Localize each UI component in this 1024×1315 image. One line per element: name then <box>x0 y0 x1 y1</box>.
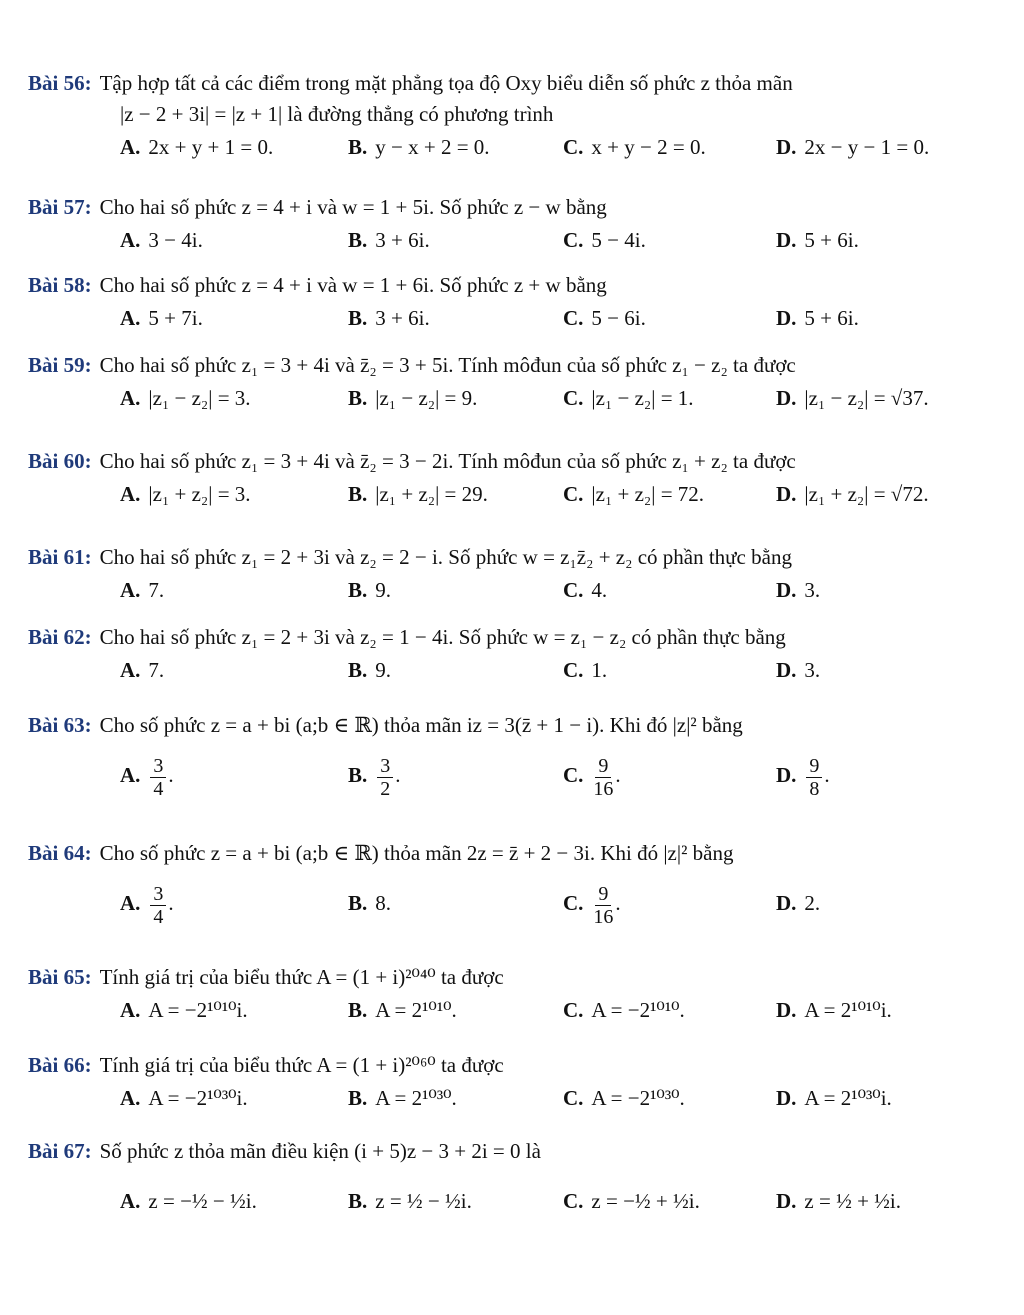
problem-stem: Cho hai số phức z₁ = 2 + 3i và z₂ = 2 − i. Số phức w = z₁z̄₂ + z₂ có phần thực bằng <box>99 545 792 569</box>
option-a: A. 7. <box>120 658 165 682</box>
option-d: D. 3. <box>776 578 821 602</box>
option-d: D. 5 + 6i. <box>776 306 859 330</box>
problem-label: Bài 64: <box>28 841 92 865</box>
problem-stem-continued: |z − 2 + 3i| = |z + 1| là đường thẳng có phương trình <box>120 102 554 126</box>
problem-stem: Cho hai số phức z₁ = 3 + 4i và z̄₂ = 3 + 5i. Tính môđun của số phức z₁ − z₂ ta được <box>99 353 796 377</box>
problem-stem: Cho hai số phức z₁ = 3 + 4i và z̄₂ = 3 − 2i. Tính môđun của số phức z₁ + z₂ ta được <box>99 449 796 473</box>
option-d: D. 2. <box>776 891 821 915</box>
problem-label: Bài 66: <box>28 1053 92 1077</box>
option-a: A. 2x + y + 1 = 0. <box>120 135 274 159</box>
problem-stem: Cho hai số phức z₁ = 2 + 3i và z₂ = 1 − 4i. Số phức w = z₁ − z₂ có phần thực bằng <box>99 625 786 649</box>
problem-label: Bài 58: <box>28 273 92 297</box>
problem-67 <box>28 1136 988 1229</box>
problem-label: Bài 60: <box>28 449 92 473</box>
problem-stem: Tập hợp tất cả các điểm trong mặt phẳng tọa độ Oxy biểu diễn số phức z thỏa mãn <box>99 71 793 95</box>
option-c: C. A = −2¹⁰³⁰. <box>563 1086 685 1110</box>
option-a: A. 3 − 4i. <box>120 228 203 252</box>
option-b: B. 8. <box>348 891 392 915</box>
option-a: A. z = −½ − ½i. <box>120 1189 257 1213</box>
problem-57 <box>28 192 988 257</box>
problem-stem: Cho hai số phức z = 4 + i và w = 1 + 5i. Số phức z − w bằng <box>99 195 607 219</box>
problem-label: Bài 65: <box>28 965 92 989</box>
option-c: C. z = −½ + ½i. <box>563 1189 700 1213</box>
option-c: C. $\frac{9}{16}$ . <box>563 882 621 928</box>
problem-63 <box>28 710 988 803</box>
option-b: B. 3 + 6i. <box>348 306 430 330</box>
option-b: B. 9. <box>348 578 392 602</box>
fraction: $\frac{9}{8}$ <box>806 755 822 800</box>
fraction: $\frac{9}{16}$ <box>593 754 614 800</box>
option-d: D. 2x − y − 1 = 0. <box>776 135 930 159</box>
fraction: $\frac{3}{4}$ <box>150 883 166 928</box>
option-c: C. |z₁ − z₂| = 1. <box>563 386 694 410</box>
option-b: B. z = ½ − ½i. <box>348 1189 472 1213</box>
problem-stem: Tính giá trị của biểu thức A = (1 + i)²⁰⁴⁰ ta được <box>99 965 504 989</box>
option-d: D. |z₁ − z₂| = √37. <box>776 386 929 410</box>
option-b: B. 3 + 6i. <box>348 228 430 252</box>
problem-60 <box>28 446 988 511</box>
option-c: C. A = −2¹⁰¹⁰. <box>563 998 685 1022</box>
option-c: C. |z₁ + z₂| = 72. <box>563 482 705 506</box>
problem-stem: Số phức z thỏa mãn điều kiện (i + 5)z − 3 + 2i = 0 là <box>99 1139 541 1163</box>
problem-59 <box>28 350 988 415</box>
option-b: B. y − x + 2 = 0. <box>348 135 490 159</box>
option-d: D. |z₁ + z₂| = √72. <box>776 482 929 506</box>
option-b: B. |z₁ + z₂| = 29. <box>348 482 488 506</box>
problem-label: Bài 62: <box>28 625 92 649</box>
option-d: D. 3. <box>776 658 821 682</box>
problem-label: Bài 57: <box>28 195 92 219</box>
problem-stem: Cho số phức z = a + bi (a;b ∈ ℝ) thỏa mãn iz = 3(z̄ + 1 − i). Khi đó |z|² bằng <box>99 713 743 737</box>
option-a: A. $\frac{3}{4}$ . <box>120 754 174 800</box>
option-a: A. 5 + 7i. <box>120 306 203 330</box>
problem-stem: Cho số phức z = a + bi (a;b ∈ ℝ) thỏa mãn 2z = z̄ + 2 − 3i. Khi đó |z|² bằng <box>99 841 734 865</box>
option-a: A. 7. <box>120 578 165 602</box>
option-d: D. 5 + 6i. <box>776 228 859 252</box>
option-c: C. $\frac{9}{16}$ . <box>563 754 621 800</box>
problem-64 <box>28 838 988 931</box>
option-c: C. 5 − 4i. <box>563 228 646 252</box>
problem-56 <box>28 68 988 164</box>
problem-label: Bài 56: <box>28 71 92 95</box>
problem-stem: Cho hai số phức z = 4 + i và w = 1 + 6i. Số phức z + w bằng <box>99 273 607 297</box>
option-a: A. |z₁ + z₂| = 3. <box>120 482 251 506</box>
problem-label: Bài 63: <box>28 713 92 737</box>
problem-label: Bài 61: <box>28 545 92 569</box>
problem-stem: Tính giá trị của biểu thức A = (1 + i)²⁰⁶⁰ ta được <box>99 1053 504 1077</box>
option-c: C. 5 − 6i. <box>563 306 646 330</box>
option-a: A. A = −2¹⁰¹⁰i. <box>120 998 248 1022</box>
option-d: D. z = ½ + ½i. <box>776 1189 902 1213</box>
fraction: $\frac{9}{16}$ <box>593 882 614 928</box>
problem-58 <box>28 270 988 335</box>
option-a: A. $\frac{3}{4}$ . <box>120 882 174 928</box>
option-d: D. A = 2¹⁰¹⁰i. <box>776 998 892 1022</box>
fraction: $\frac{3}{2}$ <box>377 755 393 800</box>
option-d: D. $\frac{9}{8}$ . <box>776 754 830 800</box>
option-b: B. 9. <box>348 658 392 682</box>
option-b: B. A = 2¹⁰³⁰. <box>348 1086 457 1110</box>
problem-61 <box>28 542 988 607</box>
option-c: C. 1. <box>563 658 608 682</box>
option-c: C. x + y − 2 = 0. <box>563 135 706 159</box>
problem-62 <box>28 622 988 687</box>
option-d: D. A = 2¹⁰³⁰i. <box>776 1086 892 1110</box>
option-c: C. 4. <box>563 578 608 602</box>
fraction: $\frac{3}{4}$ <box>150 755 166 800</box>
option-b: B. |z₁ − z₂| = 9. <box>348 386 478 410</box>
problem-label: Bài 59: <box>28 353 92 377</box>
option-a: A. |z₁ − z₂| = 3. <box>120 386 251 410</box>
option-b: B. A = 2¹⁰¹⁰. <box>348 998 457 1022</box>
option-a: A. A = −2¹⁰³⁰i. <box>120 1086 248 1110</box>
problem-65 <box>28 962 988 1027</box>
option-b: B. $\frac{3}{2}$ . <box>348 754 401 800</box>
problem-66 <box>28 1050 988 1115</box>
problem-label: Bài 67: <box>28 1139 92 1163</box>
